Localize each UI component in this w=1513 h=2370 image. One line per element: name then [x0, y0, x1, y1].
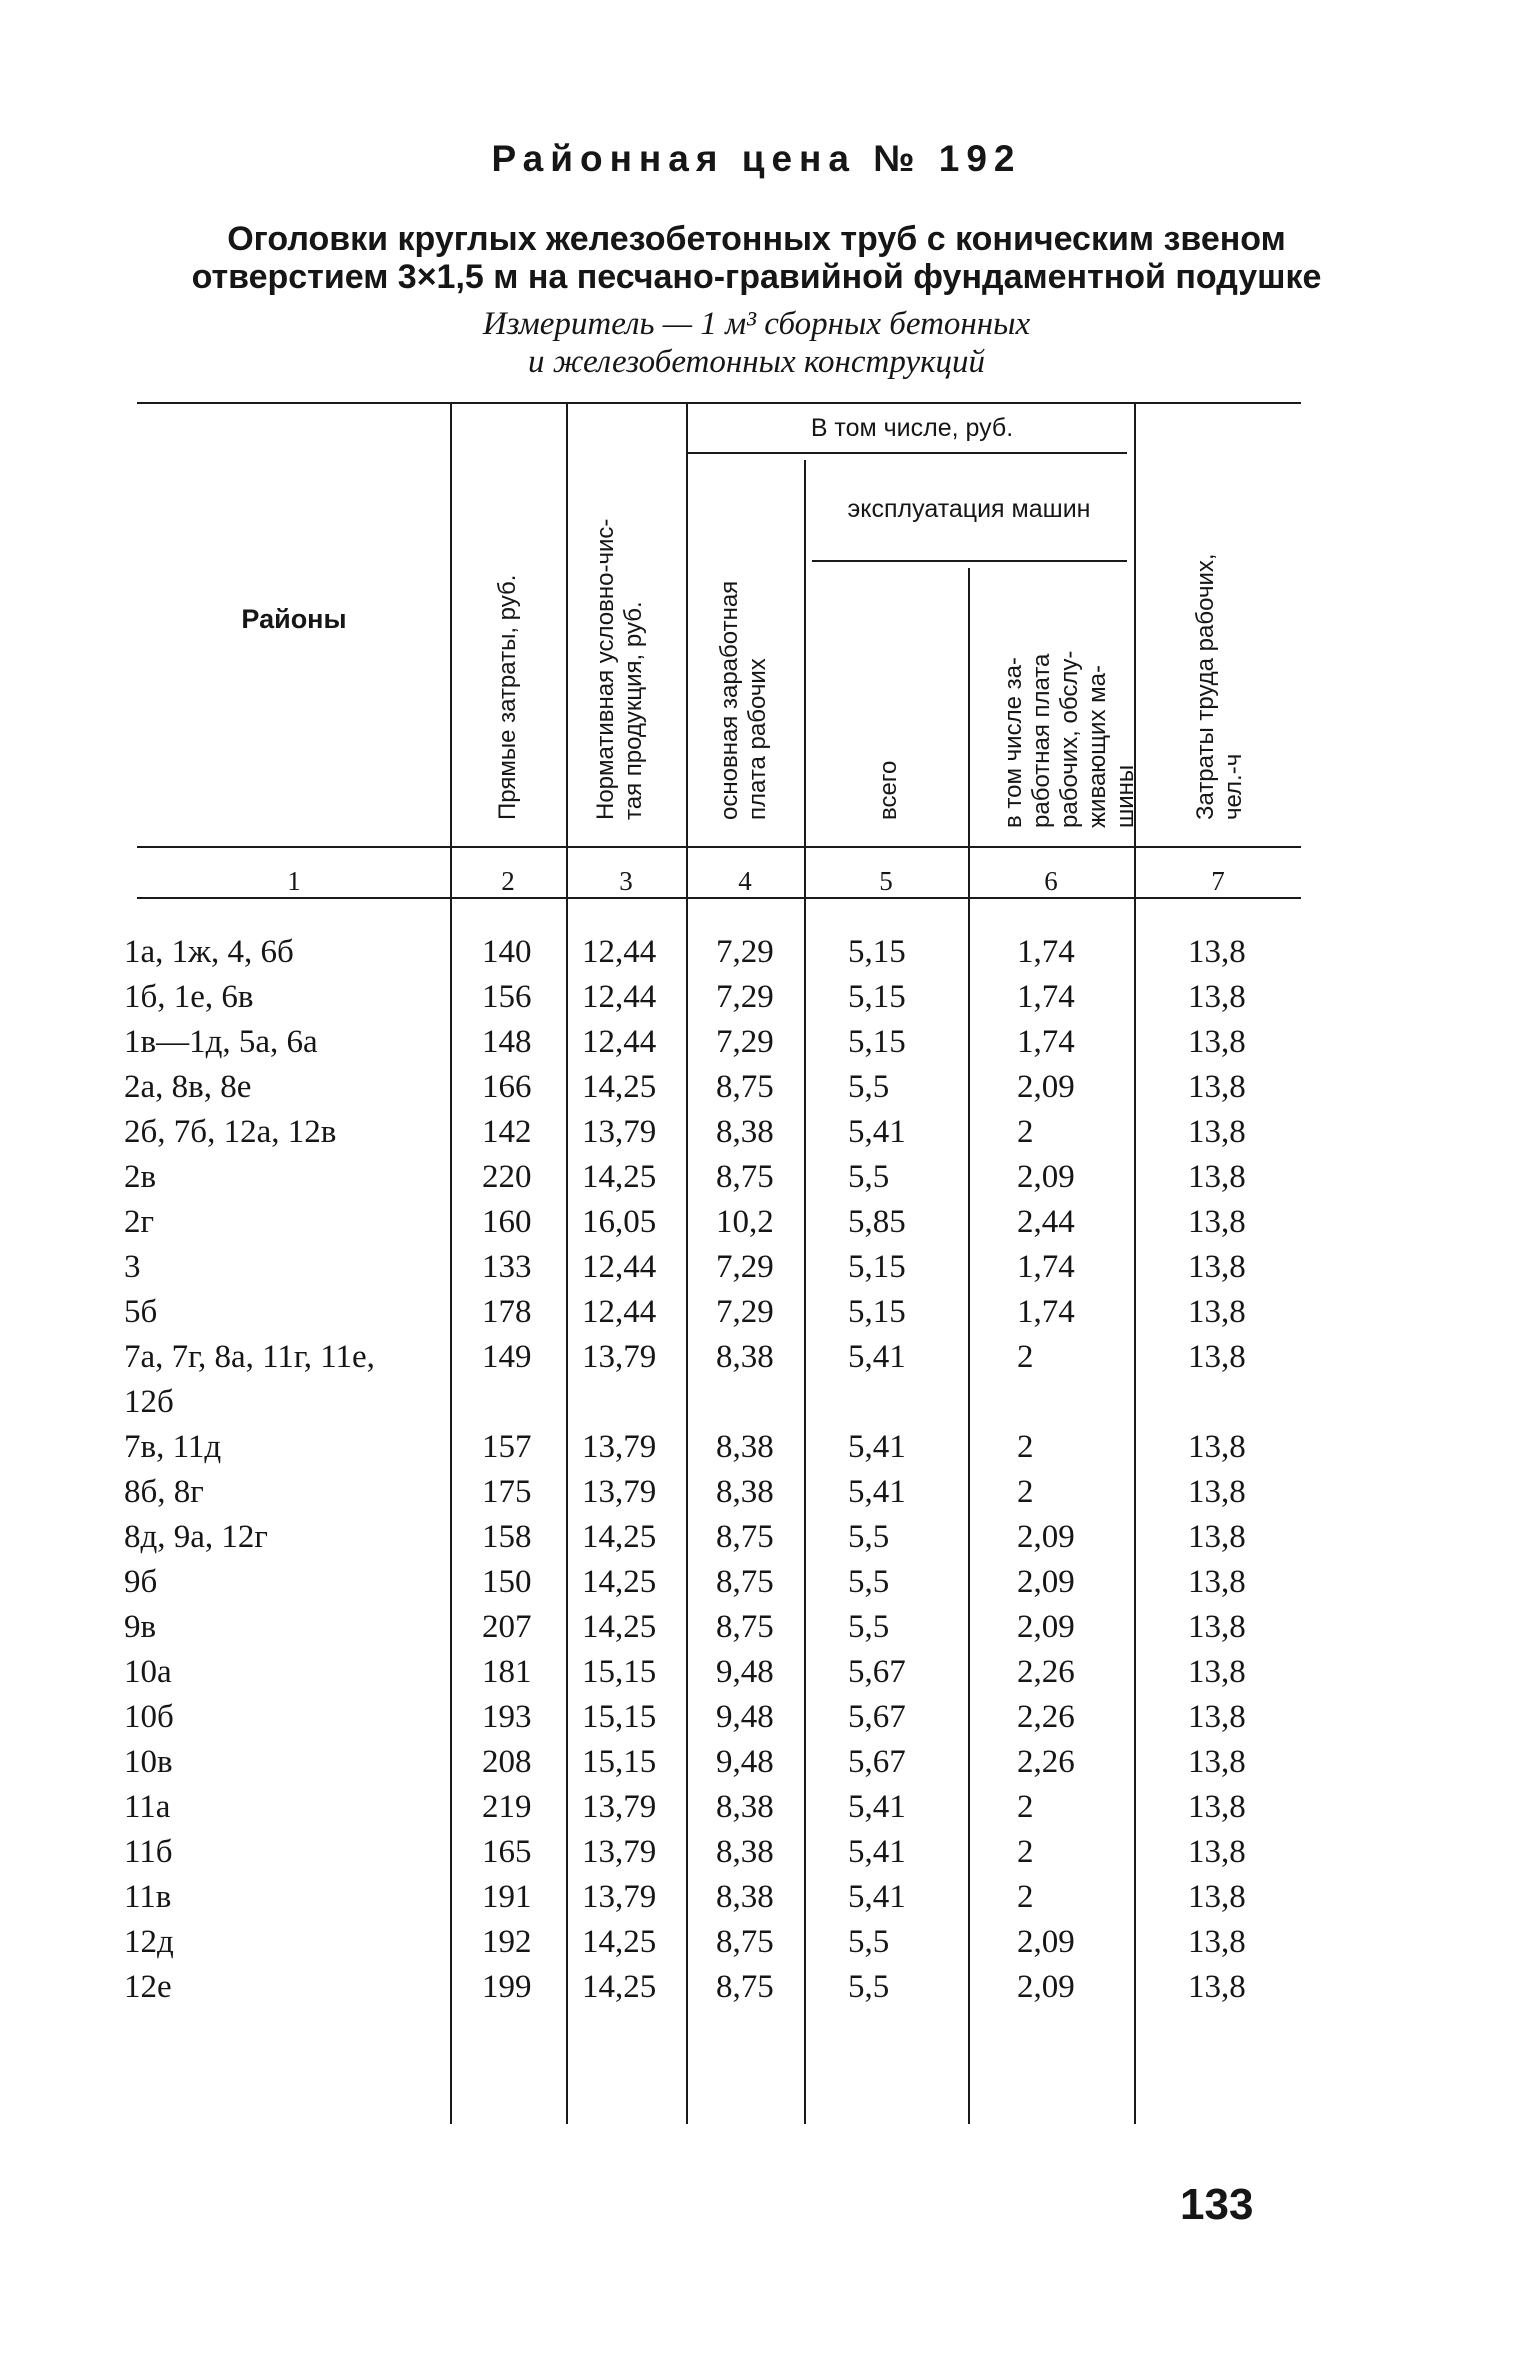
cell-labor-costs: 13,8 [1188, 1339, 1246, 1375]
cell-region: 7а, 7г, 8а, 11г, 11е, 12б [124, 1339, 375, 1420]
table-top-rule [137, 402, 1301, 404]
cell-region: 2а, 8в, 8е [124, 1069, 252, 1105]
cell-machines-wage: 2,26 [1017, 1744, 1075, 1780]
cell-labor-costs: 13,8 [1188, 1429, 1246, 1465]
cell-direct-costs: 208 [482, 1744, 532, 1780]
column-number-2: 2 [501, 866, 515, 896]
cell-labor-costs: 13,8 [1188, 979, 1246, 1015]
column-number-7: 7 [1211, 866, 1225, 896]
cell-labor-costs: 13,8 [1188, 1204, 1246, 1240]
cell-region: 1а, 1ж, 4, 6б [124, 934, 294, 970]
cell-region: 3 [124, 1249, 141, 1285]
cell-base-wage: 8,38 [716, 1114, 774, 1150]
cell-base-wage: 8,75 [716, 1609, 774, 1645]
cell-machines-total: 5,41 [848, 1789, 906, 1825]
cell-base-wage: 8,38 [716, 1789, 774, 1825]
column-divider-3 [686, 402, 688, 2124]
cell-region: 11в [124, 1879, 172, 1915]
cell-normative-output: 14,25 [582, 1564, 657, 1600]
cell-direct-costs: 140 [482, 934, 532, 970]
cell-labor-costs: 13,8 [1188, 1024, 1246, 1060]
cell-direct-costs: 193 [482, 1699, 532, 1735]
cell-labor-costs: 13,8 [1188, 1114, 1246, 1150]
cell-machines-wage: 1,74 [1017, 1294, 1075, 1330]
cell-normative-output: 12,44 [582, 1249, 657, 1285]
cell-base-wage: 8,38 [716, 1429, 774, 1465]
cell-machines-wage: 1,74 [1017, 1024, 1075, 1060]
table-subtitle-line-1: Оголовки круглых железобетонных труб с коническим звеном [227, 220, 1286, 258]
cell-machines-total: 5,41 [848, 1834, 906, 1870]
cell-normative-output: 15,15 [582, 1744, 657, 1780]
cell-machines-wage: 2 [1017, 1429, 1034, 1465]
cell-base-wage: 8,75 [716, 1969, 774, 2005]
cell-normative-output: 14,25 [582, 1069, 657, 1105]
cell-base-wage: 8,38 [716, 1834, 774, 1870]
cell-normative-output: 14,25 [582, 1519, 657, 1555]
cell-direct-costs: 199 [482, 1969, 532, 2005]
table-subtitle-line-2: отверстием 3×1,5 м на песчано-гравийной фундаментной подушке [191, 258, 1322, 296]
cell-region: 9в [124, 1609, 157, 1645]
cell-base-wage: 7,29 [716, 934, 774, 970]
cell-machines-wage: 1,74 [1017, 1249, 1075, 1285]
column-divider-4 [804, 460, 806, 2124]
numbers-bottom-rule [137, 897, 1301, 899]
cell-machines-total: 5,67 [848, 1744, 906, 1780]
cell-machines-wage: 2,09 [1017, 1159, 1075, 1195]
cell-machines-wage: 2 [1017, 1789, 1034, 1825]
cell-machines-total: 5,41 [848, 1339, 906, 1375]
cell-region: 12е [124, 1969, 172, 2005]
cell-base-wage: 8,38 [716, 1339, 774, 1375]
cell-machines-wage: 2,26 [1017, 1654, 1075, 1690]
cell-direct-costs: 148 [482, 1024, 532, 1060]
cell-base-wage: 8,75 [716, 1564, 774, 1600]
cell-region: 10в [124, 1744, 173, 1780]
cell-region: 9б [124, 1564, 158, 1600]
cell-normative-output: 13,79 [582, 1879, 657, 1915]
cell-direct-costs: 150 [482, 1564, 532, 1600]
cell-machines-total: 5,41 [848, 1114, 906, 1150]
cell-machines-wage: 2,09 [1017, 1069, 1075, 1105]
cell-labor-costs: 13,8 [1188, 1879, 1246, 1915]
cell-region: 11а [124, 1789, 171, 1825]
column-divider-5 [968, 568, 970, 2124]
cell-base-wage: 8,38 [716, 1474, 774, 1510]
cell-region: 1б, 1е, 6в [124, 979, 254, 1015]
cell-normative-output: 12,44 [582, 979, 657, 1015]
cell-labor-costs: 13,8 [1188, 1654, 1246, 1690]
cell-labor-costs: 13,8 [1188, 1564, 1246, 1600]
cell-region: 11б [124, 1834, 173, 1870]
cell-normative-output: 14,25 [582, 1924, 657, 1960]
cell-base-wage: 9,48 [716, 1744, 774, 1780]
cell-base-wage: 7,29 [716, 1294, 774, 1330]
cell-machines-wage: 2 [1017, 1339, 1034, 1375]
cell-base-wage: 9,48 [716, 1699, 774, 1735]
cell-region: 10б [124, 1699, 174, 1735]
cell-direct-costs: 160 [482, 1204, 532, 1240]
cell-direct-costs: 166 [482, 1069, 532, 1105]
cell-normative-output: 16,05 [582, 1204, 657, 1240]
cell-direct-costs: 181 [482, 1654, 532, 1690]
cell-direct-costs: 207 [482, 1609, 532, 1645]
cell-normative-output: 14,25 [582, 1159, 657, 1195]
cell-machines-total: 5,41 [848, 1429, 906, 1465]
cell-machines-total: 5,5 [848, 1609, 890, 1645]
cell-labor-costs: 13,8 [1188, 1969, 1246, 2005]
cell-base-wage: 8,75 [716, 1159, 774, 1195]
cell-base-wage: 8,75 [716, 1069, 774, 1105]
header-including: В том числе, руб. [810, 414, 1014, 442]
cell-region: 12д [124, 1924, 174, 1960]
header-base-wage: основная заработная плата рабочих [716, 580, 771, 820]
cell-machines-wage: 2,09 [1017, 1519, 1075, 1555]
cell-direct-costs: 165 [482, 1834, 532, 1870]
page-title: Районная цена № 192 [491, 138, 1022, 179]
cell-normative-output: 15,15 [582, 1699, 657, 1735]
measure-unit-line-1: Измеритель — 1 м³ сборных бетонных [482, 306, 1031, 342]
cell-region: 8б, 8г [124, 1474, 204, 1510]
cell-direct-costs: 178 [482, 1294, 532, 1330]
cell-direct-costs: 156 [482, 979, 532, 1015]
cell-machines-wage: 1,74 [1017, 934, 1075, 970]
cell-machines-wage: 2 [1017, 1879, 1034, 1915]
cell-direct-costs: 157 [482, 1429, 532, 1465]
cell-machines-total: 5,15 [848, 1249, 906, 1285]
column-number-5: 5 [879, 866, 893, 896]
cell-machines-total: 5,41 [848, 1879, 906, 1915]
cell-base-wage: 9,48 [716, 1654, 774, 1690]
cell-direct-costs: 175 [482, 1474, 532, 1510]
cell-machines-wage: 1,74 [1017, 979, 1075, 1015]
cell-machines-total: 5,5 [848, 1924, 890, 1960]
cell-machines-wage: 2 [1017, 1474, 1034, 1510]
cell-normative-output: 13,79 [582, 1474, 657, 1510]
cell-direct-costs: 191 [482, 1879, 532, 1915]
cell-region: 1в—1д, 5а, 6а [124, 1024, 318, 1060]
cell-labor-costs: 13,8 [1188, 1789, 1246, 1825]
cell-direct-costs: 219 [482, 1789, 532, 1825]
cell-machines-total: 5,5 [848, 1069, 890, 1105]
cell-machines-total: 5,5 [848, 1969, 890, 2005]
cell-machines-wage: 2,09 [1017, 1564, 1075, 1600]
cell-machines-wage: 2 [1017, 1114, 1034, 1150]
header-machines: эксплуатация машин [847, 495, 1091, 523]
cell-region: 10а [124, 1654, 172, 1690]
cell-machines-wage: 2 [1017, 1834, 1034, 1870]
cell-base-wage: 7,29 [716, 1249, 774, 1285]
cell-machines-total: 5,85 [848, 1204, 906, 1240]
machines-rule [812, 560, 1127, 562]
cell-base-wage: 8,75 [716, 1519, 774, 1555]
page-number: 133 [1180, 2180, 1254, 2229]
column-number-6: 6 [1044, 866, 1058, 896]
cell-base-wage: 8,75 [716, 1924, 774, 1960]
cell-base-wage: 8,38 [716, 1879, 774, 1915]
cell-normative-output: 15,15 [582, 1654, 657, 1690]
cell-region: 2в [124, 1159, 157, 1195]
cell-machines-total: 5,67 [848, 1699, 906, 1735]
header-machine-operator-wage: в том числе за- работная плата рабочих, обслу- живающих ма- шины [1000, 650, 1139, 828]
cell-direct-costs: 192 [482, 1924, 532, 1960]
cell-machines-wage: 2,44 [1017, 1204, 1075, 1240]
cell-labor-costs: 13,8 [1188, 1069, 1246, 1105]
cell-region: 2г [124, 1204, 155, 1240]
cell-machines-total: 5,15 [848, 1294, 906, 1330]
header-machines-total: всего [875, 760, 902, 820]
cell-machines-total: 5,15 [848, 934, 906, 970]
cell-labor-costs: 13,8 [1188, 1834, 1246, 1870]
header-regions: Районы [241, 604, 347, 634]
cell-machines-wage: 2,09 [1017, 1924, 1075, 1960]
cell-region: 7в, 11д [124, 1429, 222, 1465]
cell-normative-output: 13,79 [582, 1339, 657, 1375]
cell-labor-costs: 13,8 [1188, 1159, 1246, 1195]
cell-machines-total: 5,5 [848, 1519, 890, 1555]
cell-labor-costs: 13,8 [1188, 1924, 1246, 1960]
header-direct-costs: Прямые затраты, руб. [494, 574, 521, 820]
cell-region: 2б, 7б, 12а, 12в [124, 1114, 337, 1150]
cell-normative-output: 13,79 [582, 1429, 657, 1465]
cell-base-wage: 7,29 [716, 1024, 774, 1060]
column-divider-1 [450, 402, 452, 2124]
cell-labor-costs: 13,8 [1188, 1699, 1246, 1735]
cell-labor-costs: 13,8 [1188, 934, 1246, 970]
cell-direct-costs: 149 [482, 1339, 532, 1375]
cell-machines-wage: 2,09 [1017, 1969, 1075, 2005]
cell-normative-output: 13,79 [582, 1114, 657, 1150]
cell-labor-costs: 13,8 [1188, 1609, 1246, 1645]
cell-labor-costs: 13,8 [1188, 1249, 1246, 1285]
cell-normative-output: 13,79 [582, 1834, 657, 1870]
cell-machines-total: 5,5 [848, 1564, 890, 1600]
cell-machines-wage: 2,26 [1017, 1699, 1075, 1735]
cell-normative-output: 12,44 [582, 1294, 657, 1330]
cell-machines-total: 5,41 [848, 1474, 906, 1510]
cell-machines-total: 5,67 [848, 1654, 906, 1690]
measure-unit-line-2: и железобетонных конструкций [527, 344, 986, 380]
cell-machines-wage: 2,09 [1017, 1609, 1075, 1645]
cell-machines-total: 5,15 [848, 1024, 906, 1060]
including-rule [687, 452, 1127, 454]
header-normative-output: Нормативная условно-чис- тая продукция, руб. [592, 518, 647, 820]
cell-region: 8д, 9а, 12г [124, 1519, 268, 1555]
cell-base-wage: 10,2 [716, 1204, 774, 1240]
column-number-4: 4 [738, 866, 752, 896]
column-number-3: 3 [619, 866, 633, 896]
column-divider-2 [566, 402, 568, 2124]
cell-machines-total: 5,15 [848, 979, 906, 1015]
cell-direct-costs: 220 [482, 1159, 532, 1195]
cell-normative-output: 14,25 [582, 1609, 657, 1645]
cell-base-wage: 7,29 [716, 979, 774, 1015]
cell-normative-output: 12,44 [582, 934, 657, 970]
cell-labor-costs: 13,8 [1188, 1519, 1246, 1555]
cell-machines-total: 5,5 [848, 1159, 890, 1195]
cell-normative-output: 14,25 [582, 1969, 657, 2005]
cell-direct-costs: 142 [482, 1114, 532, 1150]
cell-region: 5б [124, 1294, 158, 1330]
cell-normative-output: 12,44 [582, 1024, 657, 1060]
cell-labor-costs: 13,8 [1188, 1294, 1246, 1330]
cell-direct-costs: 133 [482, 1249, 532, 1285]
column-number-1: 1 [287, 866, 301, 896]
cell-labor-costs: 13,8 [1188, 1744, 1246, 1780]
header-bottom-rule [137, 846, 1301, 848]
cell-labor-costs: 13,8 [1188, 1474, 1246, 1510]
header-labor-costs: Затраты труда рабочих, чел.-ч [1192, 553, 1247, 820]
cell-direct-costs: 158 [482, 1519, 532, 1555]
cell-normative-output: 13,79 [582, 1789, 657, 1825]
